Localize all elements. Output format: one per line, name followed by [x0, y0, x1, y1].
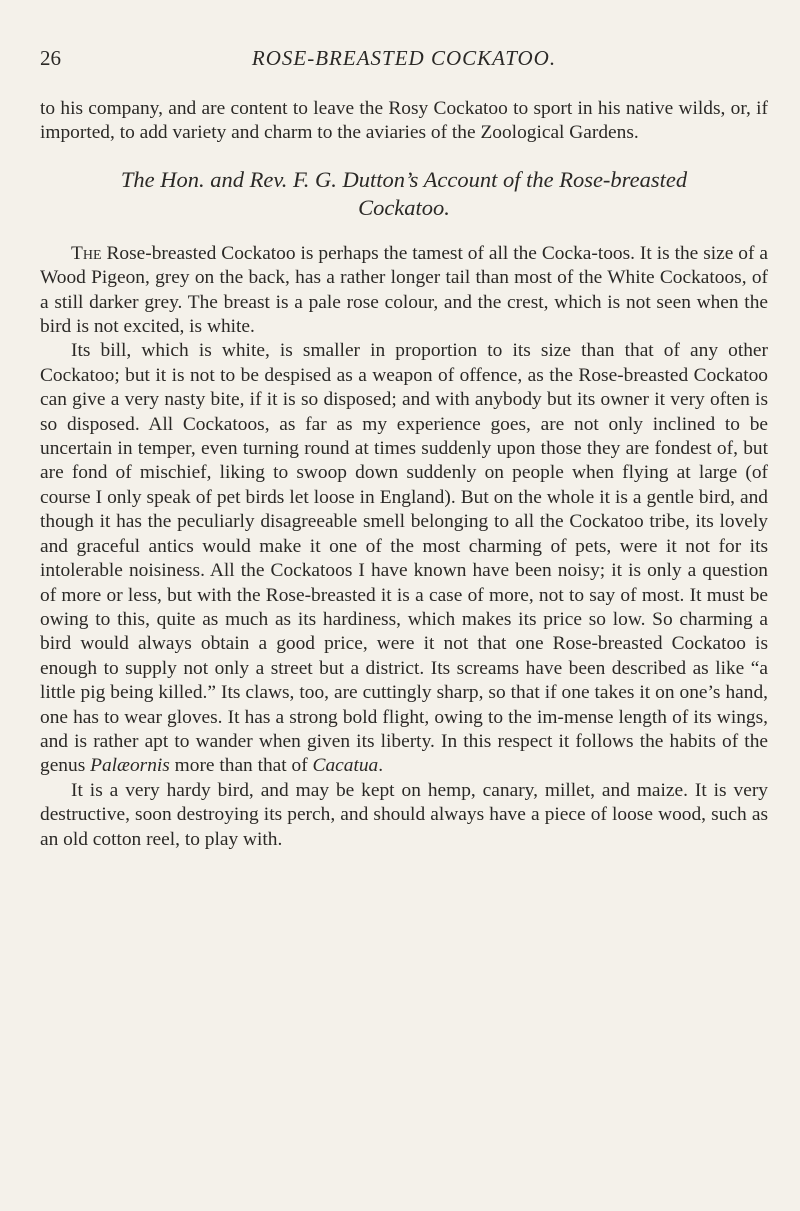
paragraph-care: It is a very hardy bird, and may be kept on hemp, canary, millet, and maize. It is very destructive, soon destroying its perch, and should always have a piece of loose wood, such as an old cotton reel, to play with.: [40, 779, 768, 850]
body-text: [40, 97, 768, 852]
paragraph-temperament-mid: more than that of: [169, 755, 313, 777]
genus-name-cacatua: Cacatua: [312, 755, 379, 777]
section-heading: [40, 166, 768, 222]
paragraph-description: [40, 242, 768, 340]
paragraph-lead-word: The: [71, 242, 102, 264]
page-number: 26: [40, 46, 61, 70]
running-head: ROSE-BREASTED COCKATOO.: [251, 46, 557, 70]
paragraph-temperament-end: .: [378, 755, 384, 777]
section-heading-line-1: The Hon. and Rev. F. G. Dutton’s Account of the Rose-breasted: [120, 166, 688, 192]
page-header: [40, 46, 768, 74]
genus-name-palaeornis: Palæornis: [90, 755, 170, 777]
paragraph-continuation: to his company, and are content to leave the Rosy Cockatoo to sport in his native wilds, or, if imported, to add variety and charm to the aviaries of the Zoological Gardens.: [40, 98, 768, 144]
paragraph-temperament-text: Its bill, which is white, is smaller in proportion to its size than that of any other Cockatoo; but it is not to be despised as a weapon of offence, as the Rose-breasted Cockatoo can give a very nasty bite, if it is so disposed; and with anybody but its owner it very often is so disposed. All Cockatoos, as far as my experience goes, are not only inclined to be uncertain in temper, even turning round at times suddenly upon those they are fondest of, but are fond of mischief, liking to swoop down suddenly on people when flying at large (of course I only speak of pet birds let loose in England). But on the whole it is a gentle bird, and though it has the peculiarly disagreeable smell belonging to all the Cockatoo tribe, its lovely and graceful antics would make it one of the most charming of pets, were it not for its intolerable noisiness. All the Cockatoos I have known have been noisy; it is only a question of more or less, but with the Rose-breasted it is a case of more, not to say of most. It must be owing to this, quite as much as its hardiness, which makes its price so low. So charming a bird would always obtain a good price, were it not that one Rose-breasted Cockatoo is enough to supply not only a street but a district. Its screams have been described as like “a little pig being killed.” Its claws, too, are cuttingly sharp, so that if one takes it on one’s hand, one has to wear gloves. It has a strong bold flight, owing to the im-mense length of its wings, and is rather apt to wander when given its liberty. In this respect it follows the habits of the genus: [40, 340, 768, 777]
paragraph-temperament: [40, 339, 768, 778]
section-heading-line-2: Cockatoo.: [358, 194, 450, 220]
paragraph-description-text: Rose-breasted Cockatoo is perhaps the tamest of all the Cocka-toos. It is the size of a Wood Pigeon, grey on the back, has a rather longer tail than most of the White Cockatoos, of a still darker grey. The breast is a pale rose colour, and the crest, which is not seen when the bird is not excited, is white.: [40, 242, 768, 338]
